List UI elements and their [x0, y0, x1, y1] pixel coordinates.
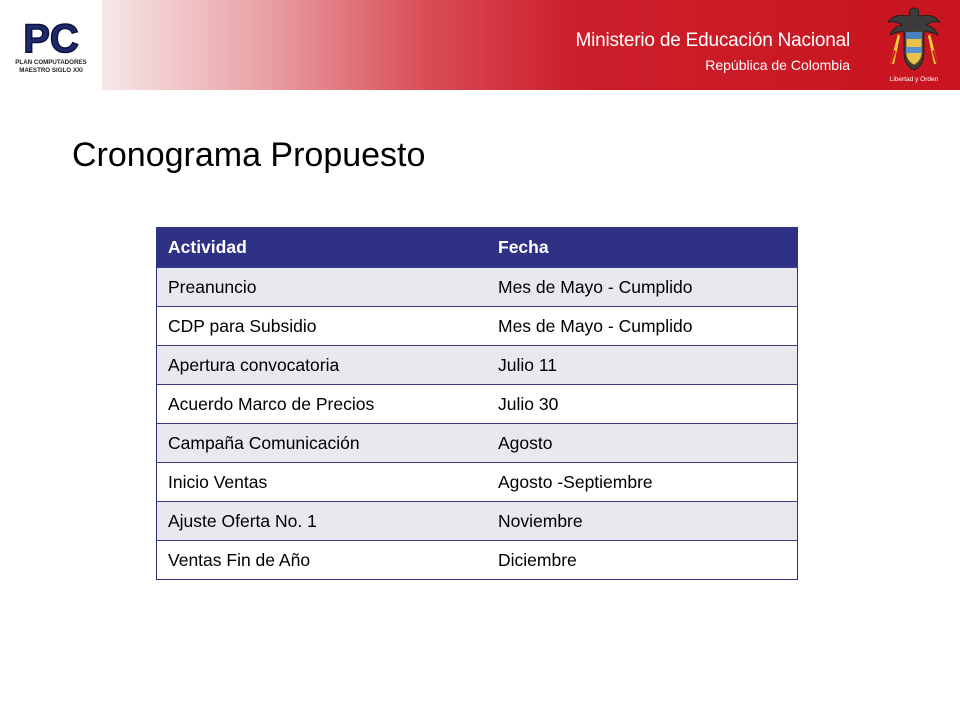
ministry-subtitle: República de Colombia — [705, 57, 850, 73]
pc-logo — [0, 0, 102, 90]
table-row — [157, 346, 798, 385]
schedule-table — [156, 227, 798, 580]
activity-cell: Ajuste Oferta No. 1 — [157, 502, 488, 541]
date-cell: Noviembre — [487, 502, 798, 541]
date-cell: Mes de Mayo - Cumplido — [487, 307, 798, 346]
date-cell: Agosto -Septiembre — [487, 463, 798, 502]
date-cell: Julio 30 — [487, 385, 798, 424]
table-row — [157, 463, 798, 502]
activity-cell: Preanuncio — [157, 268, 488, 307]
svg-text:PLAN COMPUTADORES: PLAN COMPUTADORES — [15, 59, 87, 66]
column-header-activity: Actividad — [157, 228, 488, 268]
header-banner — [0, 0, 960, 90]
table-header-row — [157, 228, 798, 268]
ministry-name: Ministerio de Educación Nacional — [575, 30, 850, 51]
date-cell: Diciembre — [487, 541, 798, 580]
ministry-block — [575, 30, 850, 74]
table-row — [157, 385, 798, 424]
date-cell: Julio 11 — [487, 346, 798, 385]
column-header-date: Fecha — [487, 228, 798, 268]
activity-cell: Inicio Ventas — [157, 463, 488, 502]
table-row — [157, 502, 798, 541]
table-row — [157, 307, 798, 346]
date-cell: Mes de Mayo - Cumplido — [487, 268, 798, 307]
svg-text:PC: PC — [23, 17, 79, 61]
header-gradient — [102, 0, 960, 90]
date-cell: Agosto — [487, 424, 798, 463]
svg-text:Libertad y Orden: Libertad y Orden — [889, 76, 939, 83]
activity-cell: Acuerdo Marco de Precios — [157, 385, 488, 424]
activity-cell: Campaña Comunicación — [157, 424, 488, 463]
table-row — [157, 541, 798, 580]
svg-text:MAESTRO SIGLO XXI: MAESTRO SIGLO XXI — [19, 67, 83, 74]
coat-of-arms-icon — [880, 4, 948, 86]
activity-cell: Apertura convocatoria — [157, 346, 488, 385]
pc-logo-icon — [12, 14, 90, 76]
activity-cell: Ventas Fin de Año — [157, 541, 488, 580]
table-row — [157, 268, 798, 307]
table-row — [157, 424, 798, 463]
page-title: Cronograma Propuesto — [72, 136, 426, 174]
activity-cell: CDP para Subsidio — [157, 307, 488, 346]
